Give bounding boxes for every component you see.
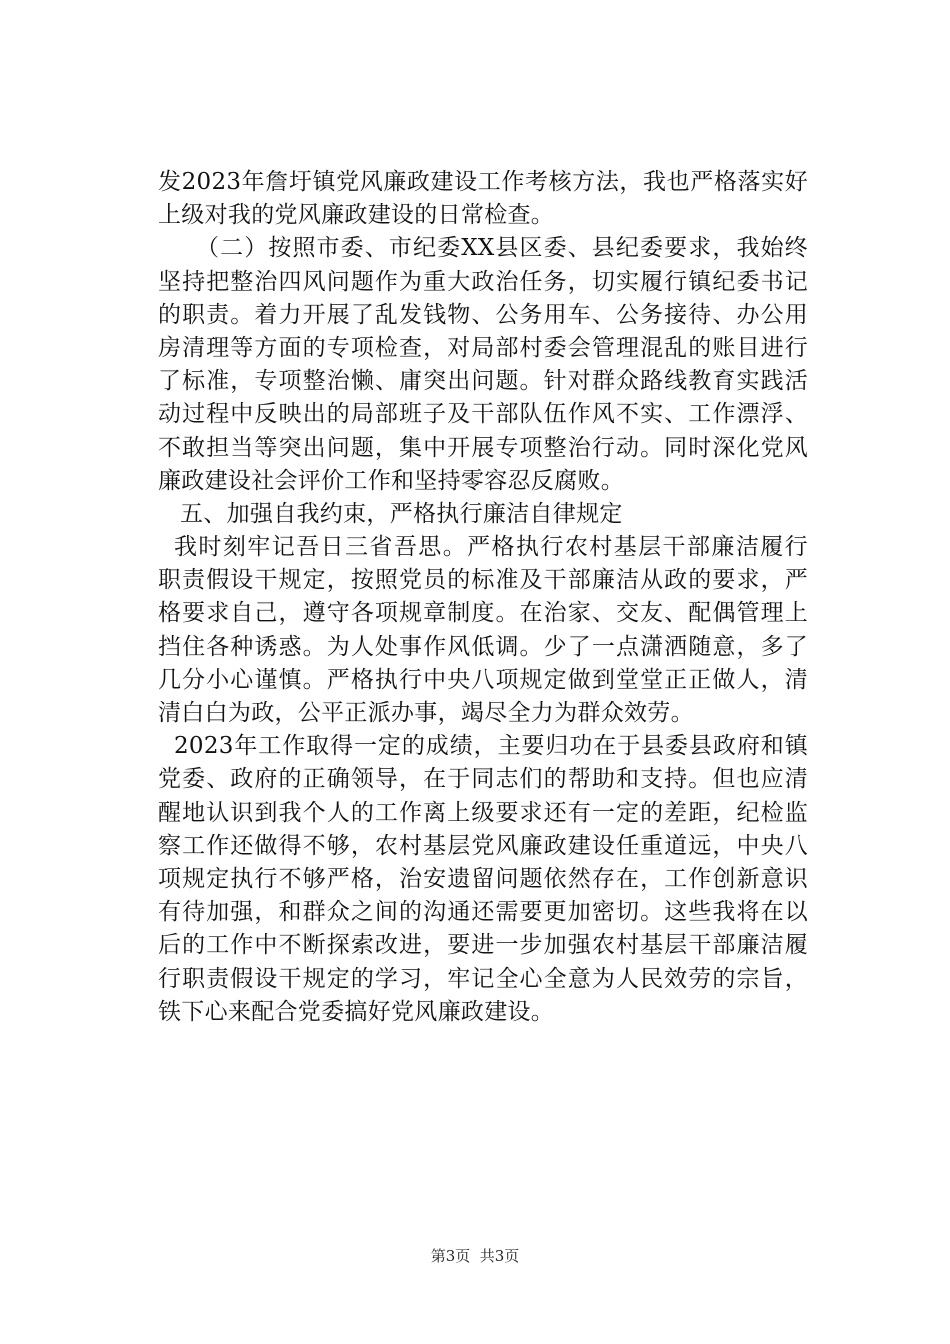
text-line: 察工作还做得不够，农村基层党风廉政建设任重道远，中央八	[158, 832, 808, 859]
section-heading-text: 五、加强自我约束，严格执行廉洁自律规定	[180, 500, 623, 527]
text-line: 廉政建设社会评价工作和坚持零容忍反腐败。	[158, 467, 624, 494]
text-line: 的职责。着力开展了乱发钱物、公务用车、公务接待、办公用	[158, 301, 808, 328]
text-line: 党委、政府的正确领导，在于同志们的帮助和支持。但也应清	[158, 766, 808, 793]
paragraph-4	[158, 730, 808, 1029]
text-line: 了标准，专项整治懒、庸突出问题。针对群众路线教育实践活	[158, 368, 808, 395]
text-line: 后的工作中不断探索改进，要进一步加强农村基层干部廉洁履	[158, 932, 808, 959]
text-line: 上级对我的党风廉政建设的日常检查。	[158, 202, 555, 229]
text-line: （二）按照市委、市纪委XX县区委、县纪委要求，我始终	[196, 235, 808, 262]
text-line: 行职责假设干规定的学习，牢记全心全意为人民效劳的宗旨，	[158, 965, 808, 992]
section-heading	[158, 498, 808, 531]
text-line: 格要求自己，遵守各项规章制度。在治家、交友、配偶管理上	[158, 600, 808, 627]
text-line: 坚持把整治四风问题作为重大政治任务，切实履行镇纪委书记	[158, 268, 808, 295]
text-line: 我时刻牢记吾日三省吾思。严格执行农村基层干部廉洁履行	[174, 534, 808, 561]
text-line: 几分小心谨慎。严格执行中央八项规定做到堂堂正正做人，清	[158, 666, 808, 693]
page-footer	[0, 1246, 950, 1266]
text-line: 职责假设干规定，按照党员的标准及干部廉洁从政的要求，严	[158, 567, 808, 594]
text-line: 动过程中反映出的局部班子及干部队伍作风不实、工作漂浮、	[158, 401, 808, 428]
text-line: 房清理等方面的专项检查，对局部村委会管理混乱的账目进行	[158, 334, 808, 361]
text-line: 不敢担当等突出问题，集中开展专项整治行动。同时深化党风	[158, 434, 808, 461]
text-line: 2023年工作取得一定的成绩，主要归功在于县委县政府和镇	[174, 733, 808, 760]
document-body	[158, 166, 808, 1029]
page-number-label: 第3页 共3页	[430, 1247, 520, 1265]
paragraph-1	[158, 166, 808, 232]
paragraph-2	[158, 232, 808, 498]
text-line: 发2023年詹圩镇党风廉政建设工作考核方法，我也严格落实好	[158, 169, 808, 195]
text-line: 铁下心来配合党委搞好党风廉政建设。	[158, 998, 555, 1025]
paragraph-3	[158, 531, 808, 730]
text-line: 有待加强，和群众之间的沟通还需要更加密切。这些我将在以	[158, 899, 808, 926]
text-line: 清白白为政，公平正派办事，竭尽全力为群众效劳。	[158, 700, 694, 726]
text-line: 项规定执行不够严格，治安遗留问题依然存在，工作创新意识	[158, 865, 808, 892]
text-line: 挡住各种诱惑。为人处事作风低调。少了一点潇洒随意，多了	[158, 633, 808, 660]
text-line: 醒地认识到我个人的工作离上级要求还有一定的差距，纪检监	[158, 799, 808, 826]
